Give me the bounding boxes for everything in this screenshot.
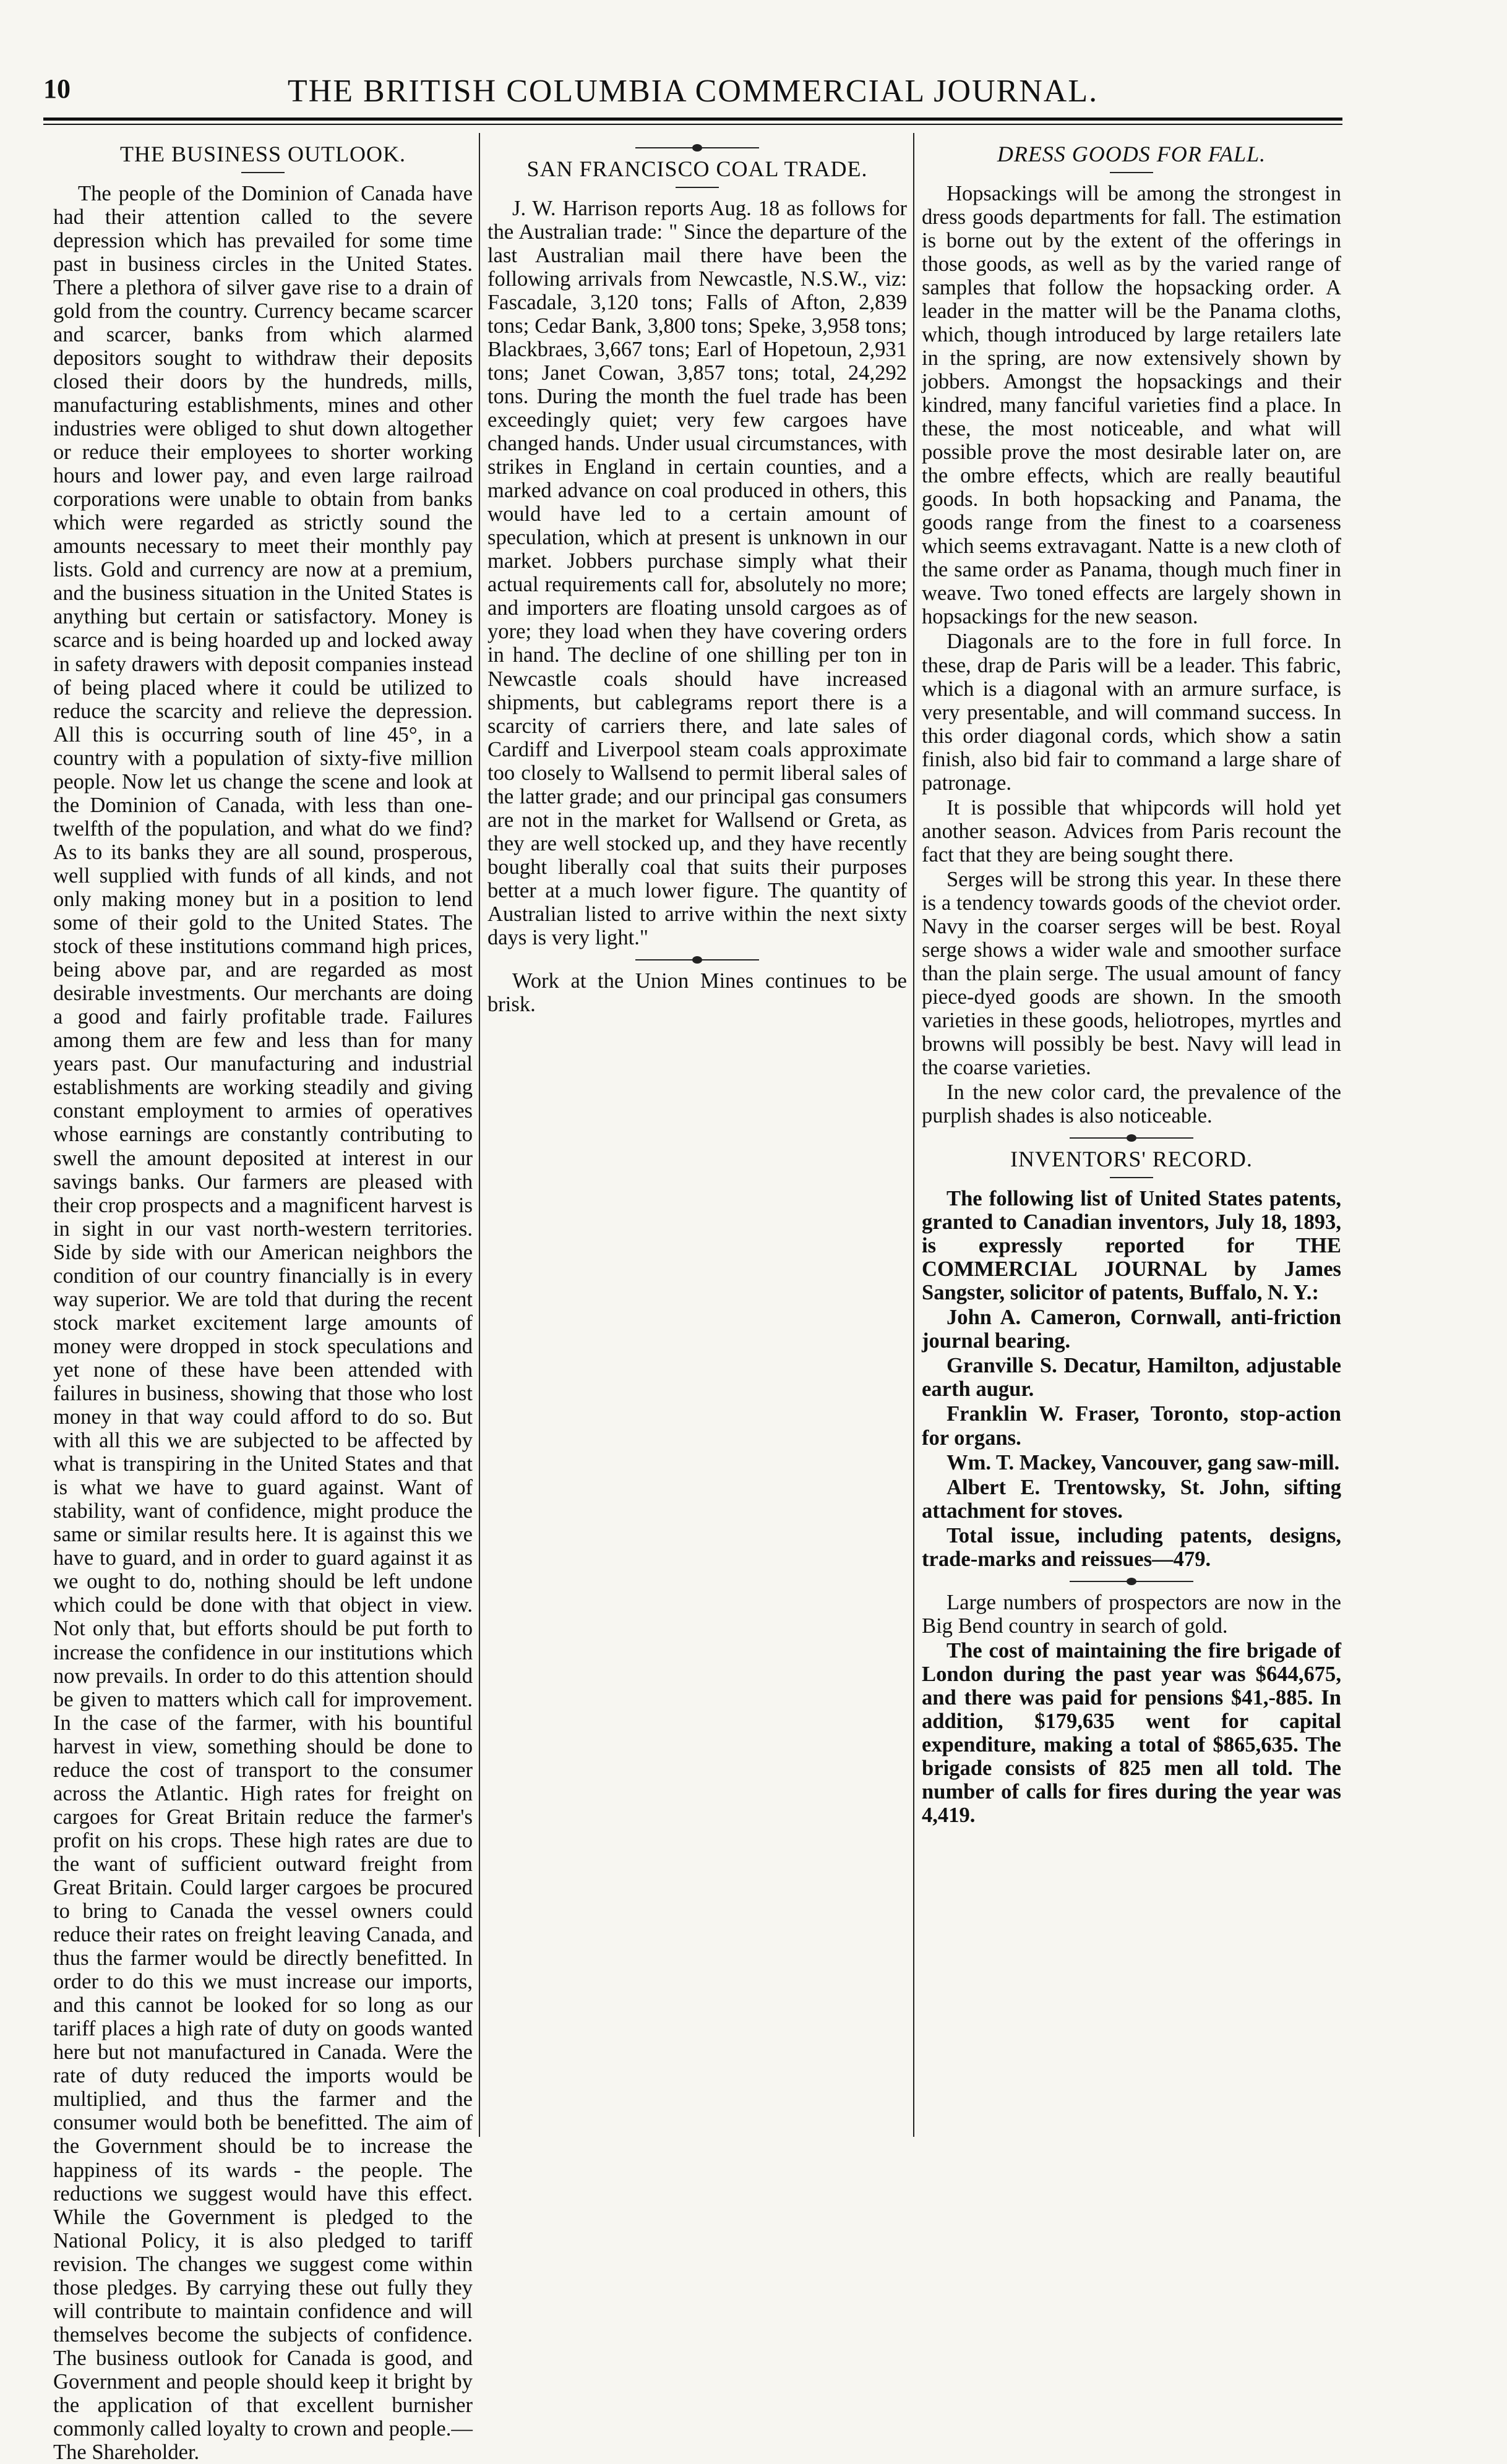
inventor-entry: Franklin W. Fraser, Toronto, stop-action for organs.: [922, 1402, 1341, 1450]
fire-brigade-note: The cost of maintaining the fire brigade of London during the past year was $644,675, and there was paid for pensions $41,-885. In addition, $179,635 went for capital expenditure, making a total of $865,635. The brigade consists of 825 men all told. The number of calls for fires during the year was 4,419.: [922, 1638, 1341, 1828]
dress-goods-paragraph: In the new color card, the prevalence of the purplish shades is also noticeable.: [922, 1080, 1341, 1128]
column-1: [53, 137, 473, 2464]
column-divider: [479, 133, 480, 2137]
business-outlook-title: THE BUSINESS OUTLOOK.: [120, 142, 406, 166]
title-dash: [676, 187, 719, 188]
inventor-entry: John A. Cameron, Cornwall, anti-friction journal bearing.: [922, 1306, 1341, 1353]
prospectors-note: Large numbers of prospectors are now in the Big Bend country in search of gold.: [922, 1590, 1341, 1638]
column-divider: [913, 133, 914, 2137]
title-dash: [241, 172, 285, 173]
column-3: [922, 137, 1341, 1827]
section-separator: [635, 147, 759, 148]
column-2: [487, 137, 907, 1016]
inventor-entry: Granville S. Decatur, Hamilton, adjustable earth augur.: [922, 1354, 1341, 1401]
union-mines-note: Work at the Union Mines continues to be brisk.: [487, 969, 907, 1017]
inventor-entry: Wm. T. Mackey, Vancouver, gang saw-mill.: [947, 1450, 1340, 1474]
page-header: [43, 73, 1342, 116]
page-number: 10: [43, 74, 71, 104]
header-rule: [43, 118, 1342, 121]
inventor-entry: Total issue, including patents, designs, trade-marks and reissues—479.: [922, 1523, 1341, 1571]
inventors-intro: The following list of United States patents, granted to Canadian inventors, July 18, 1893, is expressly reported for THE COMMERCIAL JOURNAL by James Sangster, solicitor of patents, Buffalo, N. Y.:: [922, 1187, 1341, 1305]
section-separator: [1070, 1137, 1193, 1139]
title-dash: [1110, 1177, 1153, 1178]
coal-trade-text: J. W. Harrison reports Aug. 18 as follows for the Australian trade: " Since the departure of the last Australian mail there have been the following arrivals from Newcastle, N.S.W., viz: Fascadale, 3,120 tons; Falls of Afton, 2,839 tons; Cedar Bank, 3,800 tons; Speke, 3,958 tons; Blackbraes, 3,667 tons; Earl of Hopetoun, 2,931 tons; Janet Cowan, 3,857 tons; total, 24,292 tons. During the month the fuel trade has been exceedingly quiet; very few cargoes have changed hands. Under usual circumstances, with strikes in England in certain counties, and a marked advance on coal produced in others, this would have led to a certain amount of speculation, which at present is unknown in our market. Jobbers purchase simply what their actual requirements call for, absolutely no more; and importers are floating unsold cargoes as of yore; they load when they have covering orders in hand. The decline of one shilling per ton in Newcastle coals should have increased shipments, but cablegrams report there is a scarcity of carriers there, and late sales of Cardiff and Liverpool steam coals approximate too closely to Wallsend to permit liberal sales of the latter grade; and our principal gas consumers are not in the market for Wallsend or Greta, as they are well stocked up, and they have recently bought liberally coal that suits their purposes better at a much lower figure. The quantity of Australian listed to arrive within the next sixty days is very light.": [487, 196, 907, 950]
title-dash: [1110, 172, 1153, 173]
inventors-title: INVENTORS' RECORD.: [1010, 1147, 1253, 1172]
header-rule-thin: [43, 124, 1342, 125]
journal-title: THE BRITISH COLUMBIA COMMERCIAL JOURNAL.: [287, 74, 1099, 109]
dress-goods-paragraph: It is possible that whipcords will hold yet another season. Advices from Paris recount the fact that they are being sought there.: [922, 795, 1341, 866]
dress-goods-title: DRESS GOODS FOR FALL.: [997, 142, 1266, 166]
dress-goods-paragraph: Serges will be strong this year. In these there is a tendency towards goods of the cheviot order. Navy in the coarser serges will be best. Royal serge shows a wider wale and smoother surface than the plain serge. The usual amount of fancy piece-dyed goods are shown. In the smooth varieties in these goods, heliotropes, myrtles and browns will possibly be best. Navy will lead in the coarse varieties.: [922, 867, 1341, 1080]
section-separator: [635, 959, 759, 960]
business-outlook-text: The people of the Dominion of Canada have had their attention called to the severe depression which has prevailed for some time past in business circles in the United States. There a plethora of silver gave rise to a drain of gold from the country. Currency became scarcer and scarcer, banks from which alarmed depositors sought to withdraw their deposits closed their doors by the hundreds, mills, manufacturing establishments, mines and other industries were obliged to shut down altogether or reduce their employees to shorter working hours and lower pay, and even large railroad corporations were unable to obtain from banks which were regarded as strictly sound the amounts necessary to meet their monthly pay lists. Gold and currency are now at a premium, and the business situation in the United States is anything but certain or satisfactory. Money is scarce and is being hoarded up and locked away in safety drawers with deposit companies instead of being placed where it could be utilized to reduce the scarcity and relieve the depression. All this is occurring south of line 45°, in a country with a population of sixty-five million people. Now let us change the scene and look at the Dominion of Canada, with less than one-twelfth of the population, and what do we find? As to its banks they are all sound, prosperous, well supplied with funds of all kinds, and not only making money but in a position to lend some of their gold to the United States. The stock of these institutions command high prices, being above par, and are regarded as most desirable investments. Our merchants are doing a good and fairly profitable trade. Failures among them are few and less than for many years past. Our manufacturing and industrial establishments are working steadily and giving constant employment to armies of operatives whose earnings are constantly contributing to swell the amount deposited at interest in our savings banks. Our farmers are pleased with their crop prospects and a magnificent harvest is in sight in our vast north-western territories. Side by side with our American neighbors the condition of our country financially is in every way superior. We are told that during the recent stock market excitement large amounts of money were dropped in stock speculations and yet none of these have been attended with failures in business, showing that those who lost money in that way could afford to do so. But with all this we are subjected to be affected by what is transpiring in the United States and that is what we have to guard against. Want of stability, want of confidence, might produce the same or similar results here. It is against this we have to guard, and in order to guard against it as we ought to do, nothing should be left undone which could be done with that object in view. Not only that, but efforts should be put forth to increase the confidence in our institutions which now prevails. In order to do this attention should be given to matters which call for improvement. In the case of the farmer, with his bountiful harvest in view, something should be done to reduce the cost of transport to the consumer across the Atlantic. High rates for freight on cargoes for Great Britain reduce the farmer's profit on his crops. These high rates are due to the want of sufficient outward freight from Great Britain. Could larger cargoes be procured to bring to Canada the vessel owners could reduce their rates on freight leaving Canada, and thus the farmer would be directly benefitted. In order to do this we must increase our imports, and this cannot be looked for so long as our tariff places a high rate of duty on goods wanted here but not manufactured in Canada. Were the rate of duty reduced the imports would be multiplied, and thus the farmer and the consumer would both be benefitted. The aim of the Government should be to increase the happiness of its wards - the people. The reductions we suggest would have this effect. While the Government is pledged to the National Policy, it is also pledged to tariff revision. The changes we suggest come within those pledges. By carrying these out fully they will contribute to maintain confidence and will themselves become the subjects of confidence. The business outlook for Canada is good, and Government and people should keep it bright by the application of that excellent burnisher commonly called loyalty to crown and people.—The Shareholder.: [53, 181, 473, 2464]
section-separator: [1070, 1581, 1193, 1582]
dress-goods-paragraph: Hopsackings will be among the strongest in dress goods departments for fall. The estimation is borne out by the extent of the offerings in those goods, as well as by the varied range of samples that follow the hopsacking order. A leader in the matter will be the Panama cloths, which, though introduced by large retailers late in the spring, are now extensively shown by jobbers. Amongst the hopsackings and their kindred, many fanciful varieties find a place. In these, the most noticeable, and what will possible prove the most desirable later on, are the ombre effects, which are really beautiful goods. In both hopsacking and Panama, the goods range from the finest to a coarseness which seems extravagant. Natte is a new cloth of the same order as Panama, though much finer in weave. Two toned effects are largely shown in hopsackings for the new season.: [922, 181, 1341, 629]
coal-trade-title: SAN FRANCISCO COAL TRADE.: [526, 156, 868, 181]
dress-goods-paragraph: Diagonals are to the fore in full force. In these, drap de Paris will be a leader. This fabric, which is a diagonal with an armure surface, is very presentable, and will command success. In this order diagonal cords, which show a satin finish, also bid fair to command a large share of patronage.: [922, 630, 1341, 795]
inventor-entry: Albert E. Trentowsky, St. John, sifting attachment for stoves.: [922, 1475, 1341, 1523]
